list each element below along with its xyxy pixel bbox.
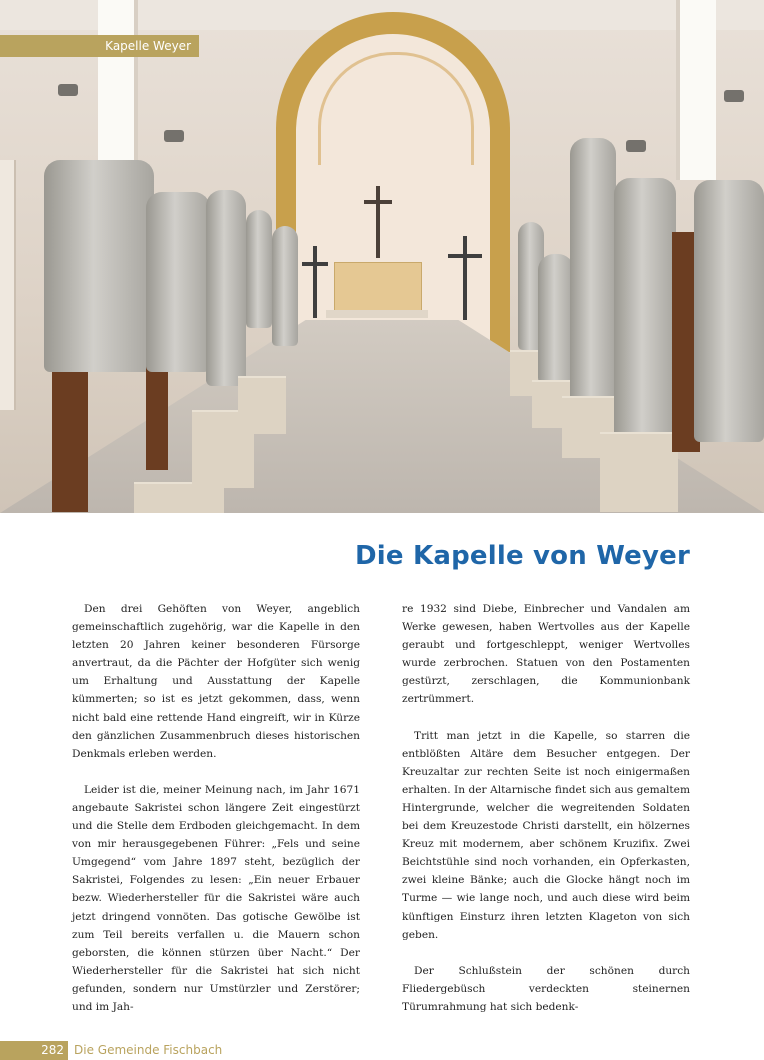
paragraph: Leider ist die, meiner Meinung nach, im Jahr 1671 angebaute Sakristei schon längere Zeit eingestürzt und die Stelle dem Erdboden gleichgemacht. In dem von mir herausgegebenen Führer: „Fels und seine Umgegend“ vom Jahre 1897 steht, bezüglich der Sakristei, Folgendes zu lesen: „Ein neuer Erbauer bezw. Wiederhersteller für die Sakristei wäre auch jetzt dringend vonnöten. Das gotische Gewölbe ist zum Teil bereits verfallen u. die Mauern schon geborsten, die können stürzen über Nacht.“ Der Wiederhersteller für die Sakristei hat sich nicht gefunden, sondern nur Umstürzler und Zerstörer; und im Jah-: [72, 783, 360, 1013]
page-footer: [0, 1041, 222, 1060]
iron-cross-left-bar: [302, 262, 328, 266]
gravestone: [272, 226, 298, 346]
gravestone: [246, 210, 272, 328]
gravestone: [614, 178, 676, 446]
altar: [334, 262, 422, 314]
stone-plinth: [238, 376, 286, 434]
gravestone: [206, 190, 246, 386]
gravestone: [570, 138, 616, 404]
page-title: Die Kapelle von Weyer: [355, 541, 690, 571]
iron-cross-right: [463, 236, 467, 320]
gravestone: [694, 180, 764, 442]
altar-step: [326, 310, 428, 318]
right-window: [676, 0, 716, 180]
wooden-post: [52, 360, 88, 512]
left-wall-door: [0, 160, 16, 410]
wall-lamp: [58, 84, 78, 96]
iron-cross-left: [313, 246, 317, 318]
altar-cross-bar: [364, 200, 392, 204]
book-title: Die Gemeinde Fischbach: [74, 1043, 223, 1057]
wall-lamp: [724, 90, 744, 102]
chapel-interior-photo: [0, 0, 764, 513]
paragraph: Den drei Gehöften von Weyer, angeblich gemeinschaftlich zugehörig, war die Kapelle in den letzten 20 Jahren keiner besonderen Fürsorge anvertraut, da die Pächter der Hofgüter sich wenig um Erhaltung und Ausstattung der Kapelle kümmerten; so ist es jetzt gekommen, dass, wenn nicht bald eine rettende Hand eingreift, wir in Kürze den gänzlichen Zusammenbruch dieses historischen Denkmals erleben werden.: [72, 603, 360, 760]
wall-lamp: [626, 140, 646, 152]
section-label: Kapelle Weyer: [0, 35, 199, 57]
page-number: 282: [0, 1041, 68, 1060]
iron-cross-right-bar: [448, 254, 482, 258]
altar-cross: [376, 186, 380, 258]
paragraph: re 1932 sind Diebe, Einbrecher und Vandalen am Werke gewesen, haben Wertvolles aus der Kapelle geraubt und fortgeschleppt, weniger Wertvolles wurde zerbrochen. Statuen von den Postamenten gestürzt, zerschlagen, die Kommunionbank zertrümmert.: [402, 603, 690, 706]
gravestone: [44, 160, 154, 372]
wall-lamp: [164, 130, 184, 142]
paragraph: Tritt man jetzt in die Kapelle, so starren die entblößten Altäre dem Besucher entgegen. Der Kreuzaltar zur rechten Seite ist noch einigermaßen erhalten. In der Altarnische findet sich aus gemaltem Hintergrunde, welcher die wegreitenden Soldaten bei dem Kreuzestode Christi darstellt, ein hölzernes Kreuz mit modernem, aber schönem Kruzifix. Zwei Beichtstühle sind noch vorhanden, ein Opferkasten, zwei kleine Bänke; auch die Glocke hängt noch im Turme — wie lange noch, und auch diese wird beim künftigen Einsturz ihren letzten Klageton von sich geben.: [402, 729, 690, 941]
gravestone: [146, 192, 210, 372]
stone-plinth: [600, 432, 678, 512]
text-column-left: [72, 600, 360, 1034]
text-column-right: [402, 600, 690, 1034]
paragraph: Der Schlußstein der schönen durch Fliedergebüsch verdeckten steinernen Türumrahmung hat sich bedenk-: [402, 964, 690, 1013]
gravestone: [538, 254, 574, 384]
